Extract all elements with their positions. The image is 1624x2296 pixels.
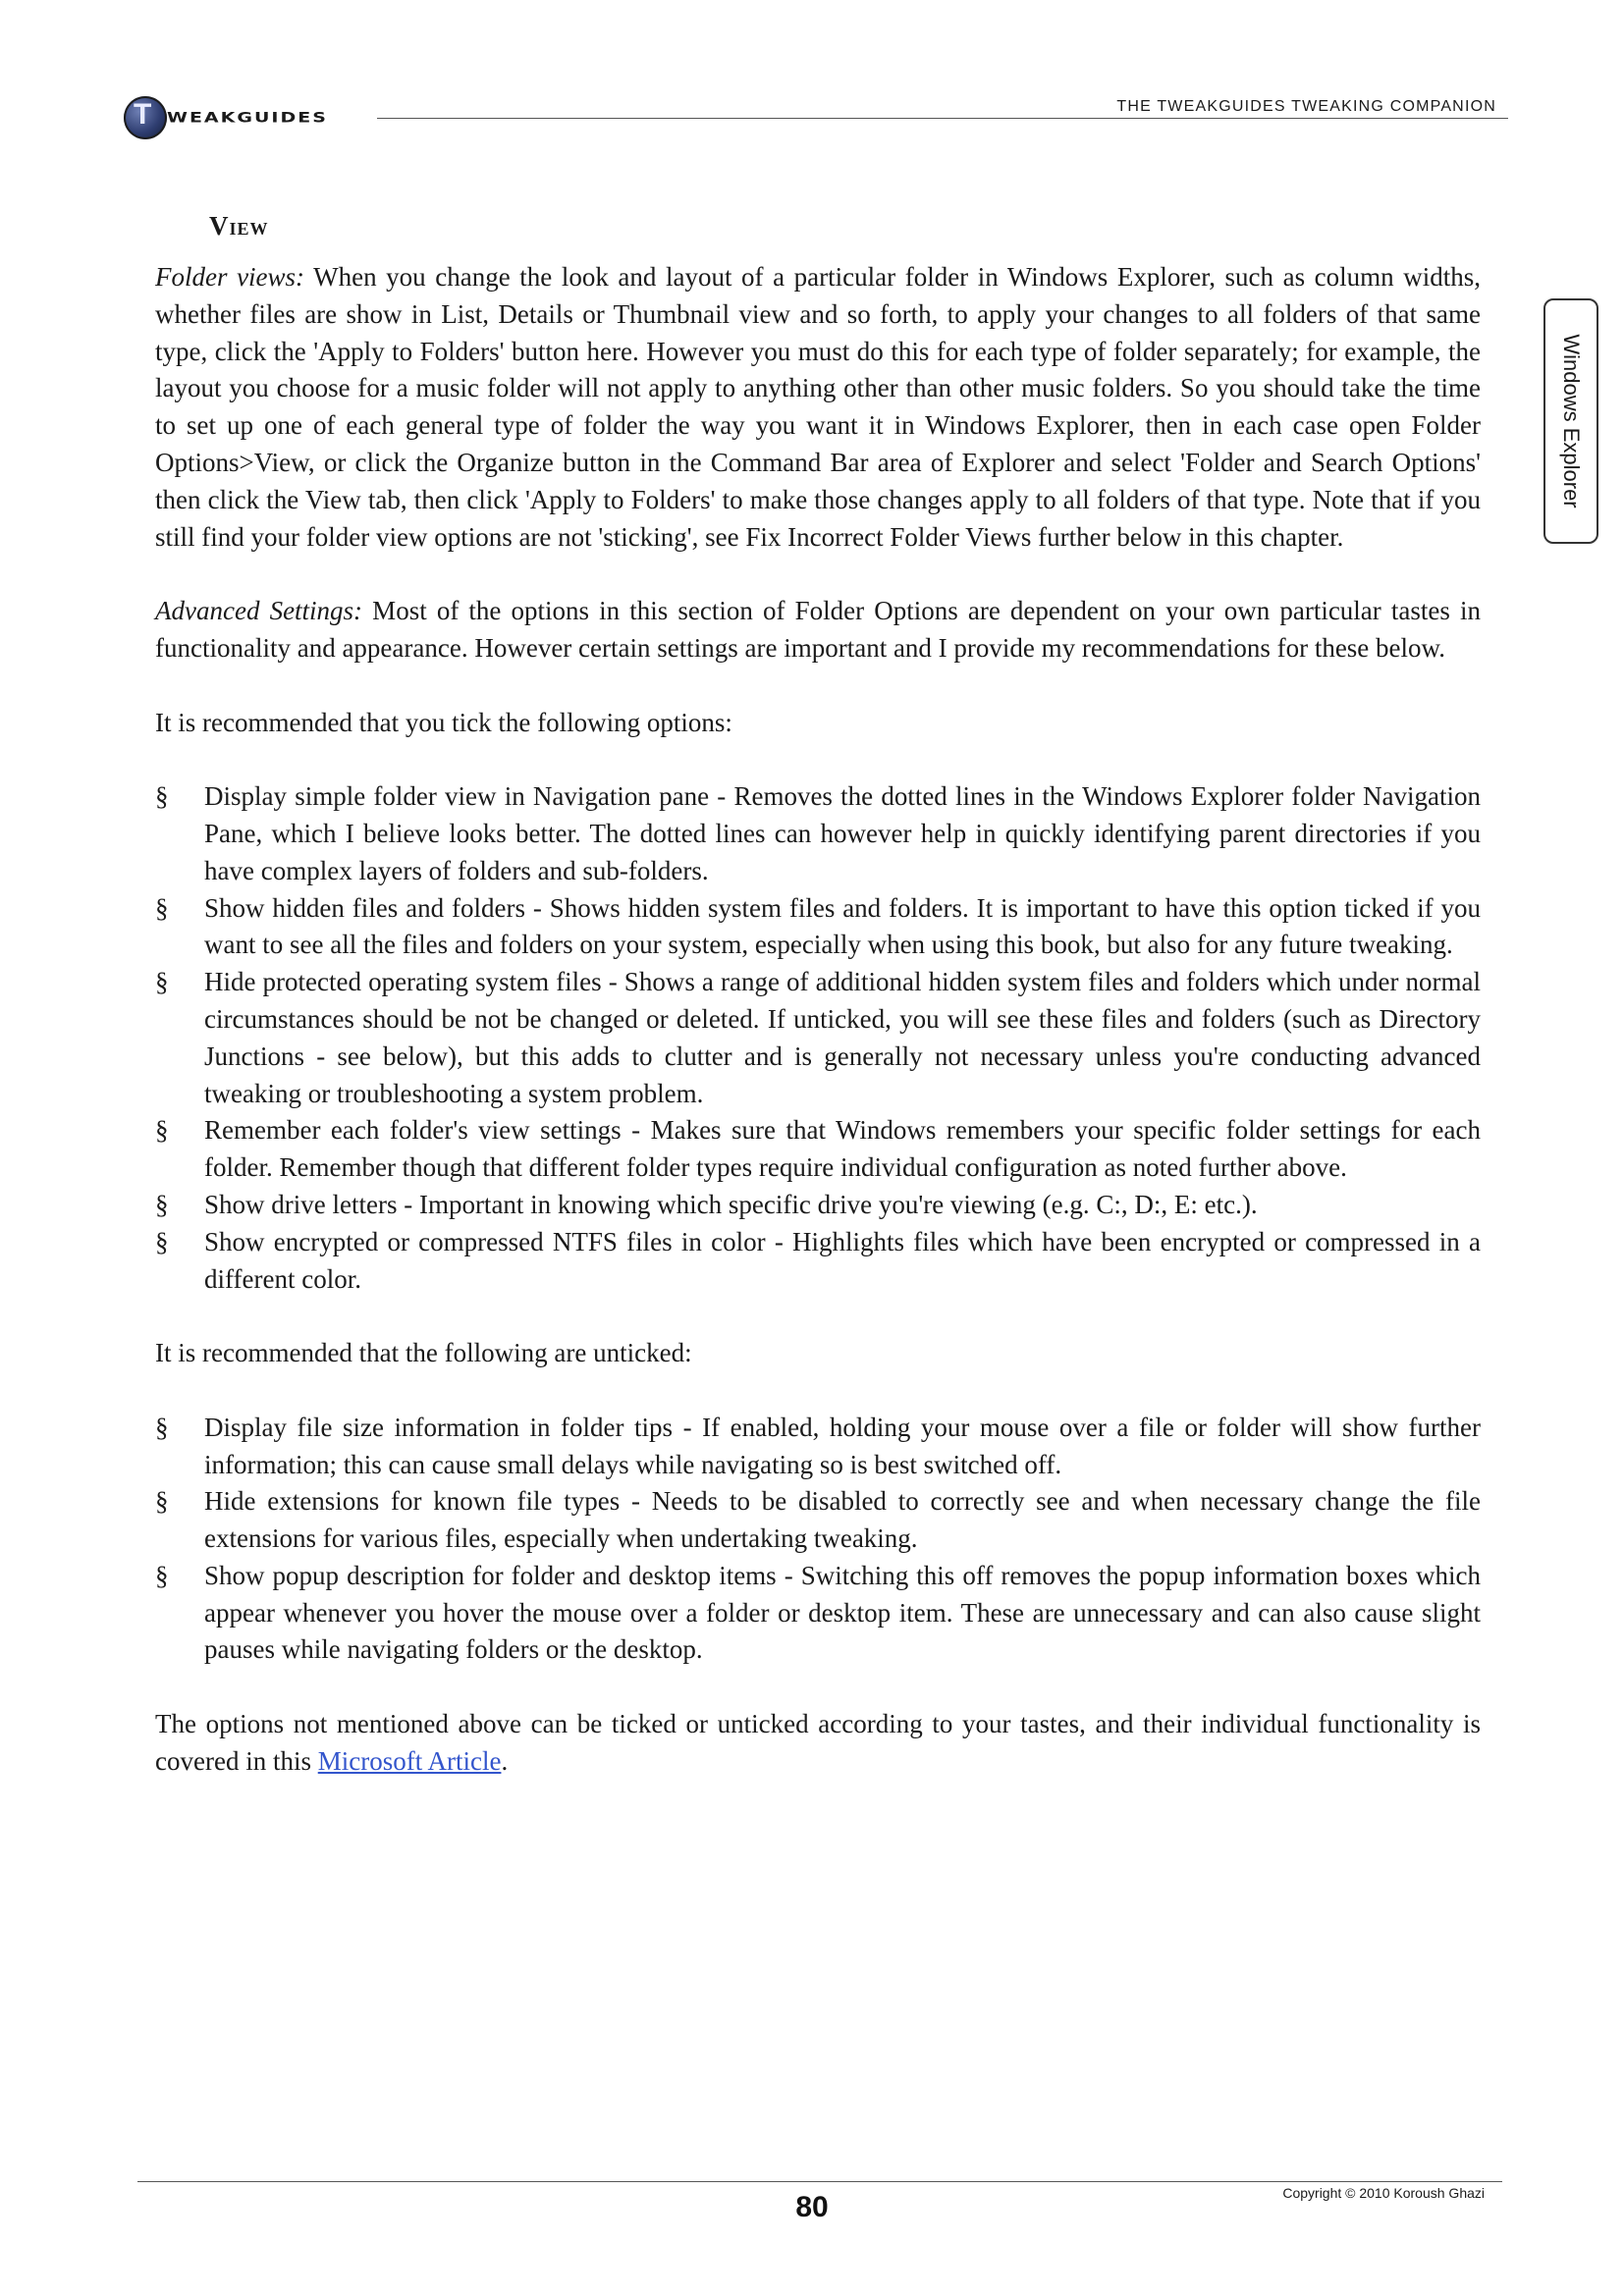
microsoft-article-link[interactable]: Microsoft Article bbox=[317, 1745, 502, 1776]
folder-views-text: When you change the look and layout of a particular folder in Windows Explorer, such as column widths, whether files are show in List, Details or Thumbnail view and so forth, to apply your changes to all folders of that same type, click the 'Apply to Folders' button here. However you must do this for each type of folder separately; for example, the layout you choose for a music folder will not apply to anything other than other music folders. So you should take the time to set up one of each general type of folder the way you want it in Windows Explorer, then in each case open Folder Options>View, or click the Organize button in the Command Bar area of Explorer and select 'Folder and Search Options' then click the View tab, then click 'Apply to Folders' to make those changes apply to all folders of that type. Note that if you still find your folder view options are not 'sticking', see Fix Incorrect Folder Views further below in this chapter. bbox=[155, 262, 1481, 552]
list-item: § Remember each folder's view settings - Makes sure that Windows remembers your specific folder settings for each folder. Remember though that different folder types require individual configuration as noted further above. bbox=[155, 1112, 1481, 1187]
list-item: § Show hidden files and folders - Shows hidden system files and folders. It is important to have this option ticked if you want to see all the files and folders on your system, especially when using this book, but also for any future tweaking. bbox=[155, 890, 1481, 965]
list-item: § Hide protected operating system files - Shows a range of additional hidden system files and folders which under normal circumstances should be not be changed or deleted. If unticked, you will see these files and folders (such as Directory Junctions - see below), but this adds to clutter and is generally not necessary unless you're conducting advanced tweaking or troubleshooting a system problem. bbox=[155, 964, 1481, 1112]
list-item: § Hide extensions for known file types - Needs to be disabled to correctly see and when necessary change the file extensions for various files, especially when undertaking tweaking. bbox=[155, 1483, 1481, 1558]
section-bullet-icon: § bbox=[155, 1226, 169, 1256]
chapter-side-tab bbox=[1543, 298, 1598, 544]
logo-wordmark: WEAKGUIDES bbox=[167, 109, 328, 127]
untick-intro: It is recommended that the following are unticked: bbox=[155, 1338, 692, 1368]
folder-views-paragraph bbox=[155, 259, 1481, 556]
logo-disc-icon: T bbox=[124, 96, 167, 139]
copyright-notice: Copyright © 2010 Koroush Ghazi bbox=[1282, 2185, 1485, 2201]
folder-views-term: Folder views: bbox=[155, 262, 305, 292]
list-item: § Display simple folder view in Navigation pane - Removes the dotted lines in the Windows Explorer folder Navigation Pane, which I believe looks better. The dotted lines can however help in quickly identifying parent directories if you have complex layers of folders and sub-folders. bbox=[155, 778, 1481, 889]
closing-text: The options not mentioned above can be ticked or unticked according to your tastes, and their individual functionality is covered in this bbox=[155, 1709, 1481, 1776]
page-body bbox=[155, 206, 1481, 1817]
chapter-side-tab-label: Windows Explorer bbox=[1559, 334, 1584, 508]
tick-options-list bbox=[155, 778, 1481, 1298]
section-heading: View bbox=[209, 211, 269, 240]
advanced-settings-text: Most of the options in this section of Folder Options are dependent on your own particular tastes in functionality and appearance. However certain settings are important and I provide my recommendations for these below. bbox=[155, 596, 1482, 663]
closing-paragraph: The options not mentioned above can be ticked or unticked according to your tastes, and their individual functionality is covered in this Microsoft Article. bbox=[155, 1709, 1481, 1776]
header-rule bbox=[377, 118, 1508, 119]
section-bullet-icon: § bbox=[155, 1412, 169, 1442]
section-bullet-icon: § bbox=[155, 781, 169, 812]
list-item: § Show encrypted or compressed NTFS files in color - Highlights files which have been encrypted or compressed in a different color. bbox=[155, 1224, 1481, 1299]
section-bullet-icon: § bbox=[155, 1560, 169, 1590]
section-bullet-icon: § bbox=[155, 1486, 169, 1517]
footer-rule bbox=[137, 2181, 1502, 2182]
list-item: § Show popup description for folder and desktop items - Switching this off removes the popup information boxes which appear whenever you hover the mouse over a folder or desktop item. These are unnecessary and can also cause slight pauses while navigating folders or the desktop. bbox=[155, 1558, 1481, 1669]
running-header-title: THE TWEAKGUIDES TWEAKING COMPANION bbox=[1116, 98, 1496, 115]
advanced-settings-term: Advanced Settings: bbox=[155, 596, 363, 626]
page-number: 80 bbox=[795, 2191, 829, 2223]
tweakguides-logo bbox=[124, 94, 359, 143]
section-bullet-icon: § bbox=[155, 892, 169, 923]
list-item: § Show drive letters - Important in knowing which specific drive you're viewing (e.g. C:, D:, E: etc.). bbox=[155, 1187, 1481, 1224]
tick-intro: It is recommended that you tick the following options: bbox=[155, 707, 732, 737]
section-bullet-icon: § bbox=[155, 1189, 169, 1219]
untick-options-list bbox=[155, 1410, 1481, 1670]
advanced-settings-paragraph bbox=[155, 593, 1481, 667]
list-item: § Display file size information in folder tips - If enabled, holding your mouse over a file or folder will show further information; this can cause small delays while navigating so is best switched off. bbox=[155, 1410, 1481, 1484]
section-bullet-icon: § bbox=[155, 967, 169, 997]
section-bullet-icon: § bbox=[155, 1115, 169, 1146]
